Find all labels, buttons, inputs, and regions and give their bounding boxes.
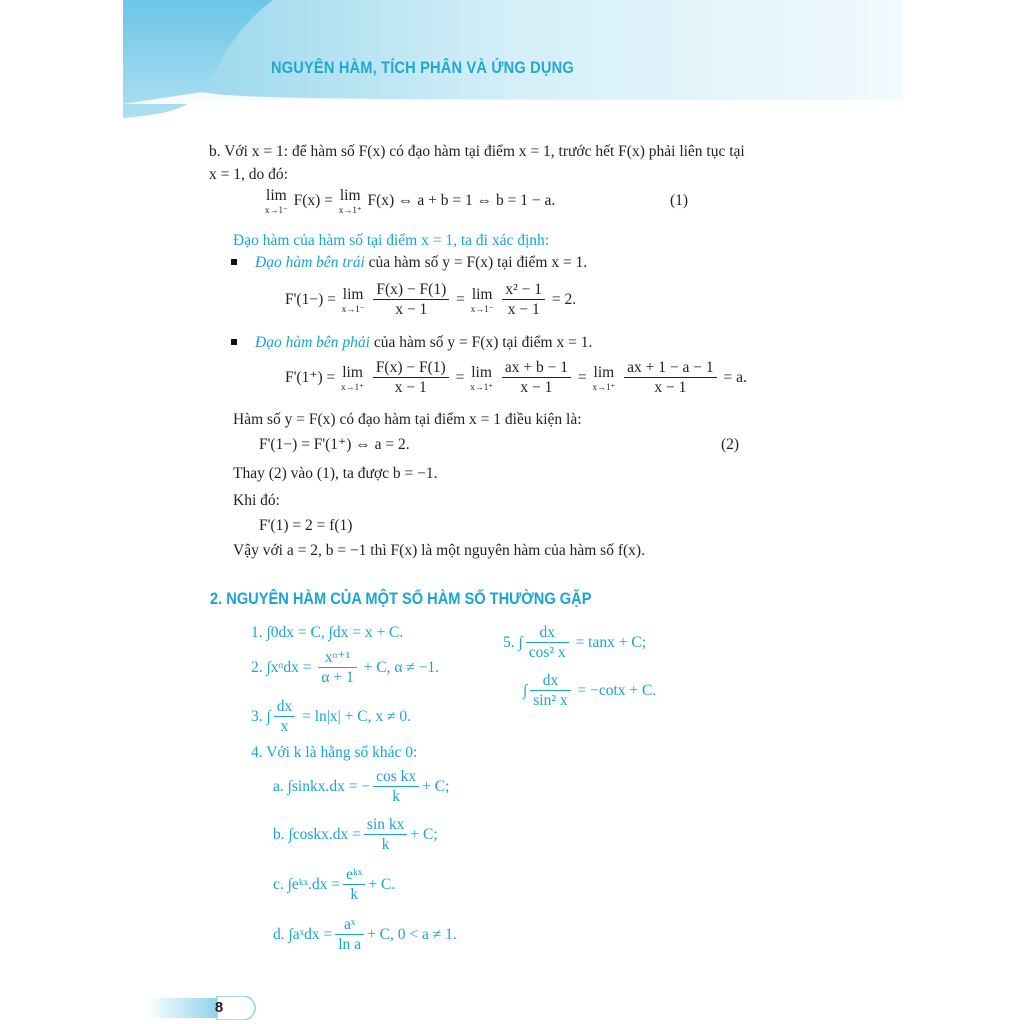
- part-b-line1: b. Với x = 1: để hàm số F(x) có đạo hàm tại điểm x = 1, trước hết F(x) phải liên tục tại: [209, 143, 745, 160]
- formula-5b: ∫ $\frac{dx}{\text{sin² x}}$ = −cotx + C.: [523, 672, 657, 710]
- formula-4d: d. ∫aˣdx = $\frac{\text{aˣ}}{\text{ln a}}$ + C, 0 < a ≠ 1.: [273, 916, 457, 954]
- formula-4c: c. ∫eᵏˣ.dx = $\frac{\text{eᵏˣ}}{k}$ + C.: [273, 866, 396, 904]
- formula-4b: b. ∫coskx.dx = $\frac{\text{sin kx}}{k}$ + C;: [273, 816, 438, 854]
- left-derivative-equation: F'(1−) = lim x→1⁻ $\frac{F(x) - F(1)}{x - 1}$ = lim x→1⁻ $\frac{\text{x² − 1}}{x - 1}$ = 2.: [285, 281, 577, 319]
- derivative-intro: Đạo hàm của hàm số tại điểm x = 1, ta đi xác định:: [233, 232, 550, 249]
- khi-do-line: Khi đó:: [233, 492, 280, 509]
- page-number: 8: [214, 999, 224, 1016]
- conclusion-line: Vậy với a = 2, b = −1 thì F(x) là một nguyên hàm của hàm số f(x).: [233, 542, 645, 559]
- left-derivative-heading: Đạo hàm bên trái của hàm số y = F(x) tại điểm x = 1.: [255, 254, 588, 271]
- f1-line: F'(1) = 2 = f(1): [259, 517, 353, 534]
- section-2-title: 2. NGUYÊN HÀM CỦA MỘT SỐ HÀM SỐ THƯỜNG GẶP: [210, 589, 592, 608]
- condition-equation: F'(1−) = F'(1⁺) ⇔ a = 2.: [259, 436, 410, 453]
- chapter-title: NGUYÊN HÀM, TÍCH PHÂN VÀ ỨNG DỤNG: [271, 58, 574, 77]
- bullet-icon: [231, 259, 237, 265]
- right-derivative-heading: Đạo hàm bên phải của hàm số y = F(x) tại điểm x = 1.: [255, 334, 593, 351]
- part-b-line2: x = 1, do đó:: [209, 166, 288, 183]
- formula-4: 4. Với k là hằng số khác 0:: [251, 744, 418, 761]
- continuity-equation: lim x→1⁻ F(x) = lim x→1⁺ F(x) ⇔ a + b = 1 ⇔ b = 1 − a.: [265, 187, 556, 216]
- formula-5: 5. ∫ $\frac{dx}{\text{cos² x}}$ = tanx + C;: [503, 624, 647, 662]
- header-band: [123, 0, 903, 118]
- formula-4a: a. ∫sinkx.dx = − $\frac{\text{cos kx}}{k}$ + C;: [273, 768, 450, 806]
- substitution-line: Thay (2) vào (1), ta được b = −1.: [233, 465, 438, 482]
- formula-3: 3. ∫ $\frac{dx}{x}$ = ln|x| + C, x ≠ 0.: [251, 698, 411, 736]
- document-page: [123, 0, 903, 1024]
- lim-right: lim x→1⁺: [338, 187, 362, 216]
- formula-1: 1. ∫0dx = C, ∫dx = x + C.: [251, 624, 404, 641]
- page-number-bar: [147, 996, 257, 1020]
- lim-left: lim x→1⁻: [265, 187, 288, 216]
- bullet-icon: [231, 339, 237, 345]
- equation-tag-2: (2): [721, 436, 740, 453]
- equation-tag-1: (1): [670, 192, 689, 209]
- condition-line: Hàm số y = F(x) có đạo hàm tại điểm x = 1 điều kiện là:: [233, 411, 582, 428]
- formula-2: 2. ∫xᵅdx = $\frac{\text{xᵅ⁺¹}}{\alpha + 1}$ + C, α ≠ −1.: [251, 649, 440, 687]
- right-derivative-equation: F'(1⁺) = lim x→1⁺ $\frac{F(x) - F(1)}{x - 1}$ = lim x→1⁺ $\frac{ax + b - 1}{x - 1}$ = lim x→1⁺ $\frac{ax + 1 - a - 1}{x - 1}$ = a.: [285, 359, 747, 397]
